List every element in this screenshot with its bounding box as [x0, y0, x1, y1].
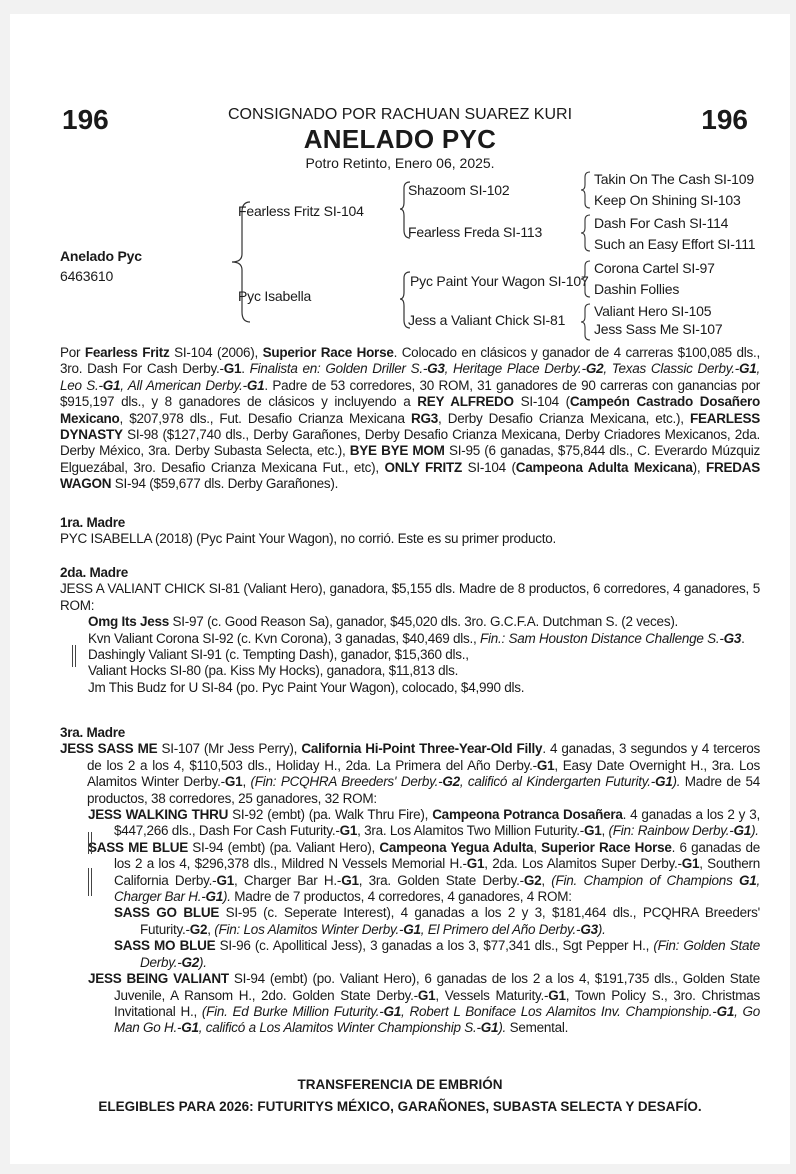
pedigree-registration: 6463610: [60, 268, 114, 284]
horse-description: Potro Retinto, Enero 06, 2025.: [305, 155, 495, 171]
second-dam-produce-5: Jm This Budz for U SI-84 (po. Pyc Paint Your Wagon), colocado, $4,990 dls.: [88, 679, 525, 695]
third-dam-produce-jess-walking-thru: JESS WALKING THRU SI-92 (embt) (pa. Walk Thru Fire), Campeona Potranca Dosañera. 4 ganadas a los 2 y 3, $447,266 dls., Dash For Cash Futurity.-G1, 3ra. Los Alamitos Two Million Futurity.-G1, (Fin: Rainbow Derby.-G1).: [88, 807, 760, 839]
third-dam-heading: 3ra. Madre: [60, 725, 126, 740]
pedigree-sire: Fearless Fritz SI-104: [238, 203, 364, 219]
third-dam-produce-jess-being-valiant: JESS BEING VALIANT SI-94 (embt) (po. Valiant Hero), 6 ganadas de los 2 a los 4, $191,735 dls., Golden State Juvenile, A Ransom H., 2do. Golden State Derby.-G1, Vessels Maturity.-G1, Town Policy S., 3ro. Christmas Invitational H., (Fin. Ed Burke Million Futurity.-G1, Robert L Boniface Los Alamitos Inv. Championship.-G1, Go Man Go H.-G1, calificó a Los Alamitos Winter Championship S.-G1). Semental.: [88, 971, 760, 1036]
margin-mark: [72, 645, 76, 667]
eligibility-note: ELEGIBLES PARA 2026: FUTURITYS MÉXICO, GARAÑONES, SUBASTA SELECTA Y DESAFÍO.: [98, 1099, 702, 1114]
third-dam-produce-sass-me-blue: SASS ME BLUE SI-94 (embt) (pa. Valiant Hero), Campeona Yegua Adulta, Superior Race Horse. 6 ganadas de los 2 a los 4, $296,378 dls., Mildred N Vessels Memorial H.-G1, 2da. Los Alamitos Super Derby.-G1, Southern California Derby.-G1, Charger Bar H.-G1, 3ra. Golden State Derby.-G2, (Fin. Champion of Champions G1, Charger Bar H.-G1). Madre de 7 productos, 4 corredores, 4 ganadores, 4 ROM:: [88, 839, 760, 905]
first-dam-text: PYC ISABELLA (2018) (Pyc Paint Your Wagon), no corrió. Este es su primer producto.: [60, 531, 557, 547]
pedigree-g3-3: Dash For Cash SI-114: [594, 215, 729, 231]
pedigree-brace-g3-1: [578, 168, 592, 212]
second-dam-section: [60, 565, 760, 696]
pedigree-brace-g3-4: [578, 300, 592, 344]
pedigree-g3-6: Dashin Follies: [594, 281, 680, 297]
third-dam-section: [60, 725, 760, 1037]
pedigree-brace-g3-3: [578, 257, 592, 301]
second-dam-produce-3: Dashingly Valiant SI-91 (c. Tempting Dash), ganador, $15,360 dls.,: [88, 647, 469, 663]
pedigree-dam-dam: Jess a Valiant Chick SI-81: [408, 312, 566, 328]
lot-number-left: 196: [62, 104, 109, 135]
third-dam-produce-sass-go-blue: SASS GO BLUE SI-95 (c. Seperate Interest), 4 ganadas a los 2 y 3, $181,464 dls., PCQHRA Breeders' Futurity.-G2, (Fin: Los Alamitos Winter Derby.-G1, El Primero del Año Derby.-G3).: [114, 905, 761, 937]
pedigree-g3-2: Keep On Shining SI-103: [594, 192, 741, 208]
pedigree-sire-dam: Fearless Freda SI-113: [408, 224, 543, 240]
pedigree-g3-5: Corona Cartel SI-97: [594, 260, 715, 276]
first-dam-heading: 1ra. Madre: [60, 515, 126, 530]
second-dam-produce-1: Omg Its Jess SI-97 (c. Good Reason Sa), ganador, $45,020 dls. 3ro. G.C.F.A. Dutchman S. (2 veces).: [88, 614, 679, 630]
catalog-page: [10, 14, 790, 1164]
lot-number-right: 196: [701, 104, 748, 135]
first-dam-section: [60, 515, 760, 548]
pedigree-horse-name: Anelado Pyc: [60, 248, 142, 264]
pedigree-g3-8: Jess Sass Me SI-107: [594, 321, 723, 337]
sire-section: [60, 345, 760, 493]
embryo-transfer-note: TRANSFERENCIA DE EMBRIÓN: [297, 1077, 503, 1092]
consignor-line: CONSIGNADO POR RACHUAN SUAREZ KURI: [227, 106, 573, 123]
pedigree-g3-1: Takin On The Cash SI-109: [594, 171, 754, 187]
pedigree-dam: Pyc Isabella: [238, 288, 312, 304]
pedigree-g3-7: Valiant Hero SI-105: [594, 303, 712, 319]
horse-name: ANELADO PYC: [303, 124, 497, 154]
second-dam-heading: 2da. Madre: [60, 565, 129, 580]
sire-paragraph: Por Fearless Fritz SI-104 (2006), Superior Race Horse. Colocado en clásicos y ganador de 4 carreras $100,085 dls., 3ro. Dash For Cash Derby.-G1. Finalista en: Golden Driller S.-G3, Heritage Place Derby.-G2, Texas Classic Derby.-G1, Leo S.-G1, All American Derby.-G1. Padre de 53 corredores, 30 ROM, 31 ganadores de 90 carreras con ganancias por $915,197 dls., y 8 ganadores de clásicos y incluyendo a REY ALFREDO SI-104 (Campeón Castrado Dosañero Mexicano, $207,978 dls., Fut. Desafio Crianza Mexicana RG3, Derby Desafio Crianza Mexicana, etc.), FEARLESS DYNASTY SI-98 ($127,740 dls., Derby Garañones, Derby Desafio Crianza Mexicana, Derby Criadores Mexicanos, 2da. Derby México, 3ra. Derby Subasta Selecta, etc.), BYE BYE MOM SI-95 (6 ganadas, $75,844 dls., C. Everardo Múzquiz Elguezábal, 3ro. Desafio Crianza Mexicana Fut., etc), ONLY FRITZ SI-104 (Campeona Adulta Mexicana), FREDAS WAGON SI-94 ($59,677 dls. Derby Garañones).: [60, 345, 761, 492]
second-dam-text: JESS A VALIANT CHICK SI-81 (Valiant Hero), ganadora, $5,155 dls. Madre de 8 productos, 6 corredores, 4 ganadores, 5 ROM:: [60, 581, 760, 613]
third-dam-main: JESS SASS ME SI-107 (Mr Jess Perry), California Hi-Point Three-Year-Old Filly. 4 ganadas, 3 segundos y 4 terceros de los 2 a los 4, $110,503 dls., Holiday H., 2da. La Primera del Año Derby.-G1, Easy Date Overnight H., 3ra. Los Alamitos Winter Derby.-G1, (Fin: PCQHRA Breeders' Derby.-G2, calificó al Kindergarten Futurity.-G1). Madre de 54 productos, 38 corredores, 25 ganadores, 32 ROM:: [60, 741, 761, 806]
margin-mark: [88, 868, 92, 896]
pedigree-sire-sire: Shazoom SI-102: [408, 182, 510, 198]
second-dam-produce-4: Valiant Hocks SI-80 (pa. Kiss My Hocks), ganadora, $11,813 dls.: [88, 663, 459, 679]
pedigree-g3-4: Such an Easy Effort SI-111: [594, 236, 756, 252]
pedigree-dam-sire: Pyc Paint Your Wagon SI-107: [410, 273, 589, 289]
third-dam-produce-sass-mo-blue: SASS MO BLUE SI-96 (c. Apollitical Jess), 3 ganadas a los 3, $77,341 dls., Sgt Pepper H., (Fin: Golden State Derby.-G2).: [114, 938, 761, 970]
margin-mark: [88, 832, 92, 854]
second-dam-produce-2: Kvn Valiant Corona SI-92 (c. Kvn Corona), 3 ganadas, $40,469 dls., Fin.: Sam Houston Distance Challenge S.-G3.: [88, 630, 745, 646]
pedigree-brace-g3-2: [578, 211, 592, 255]
